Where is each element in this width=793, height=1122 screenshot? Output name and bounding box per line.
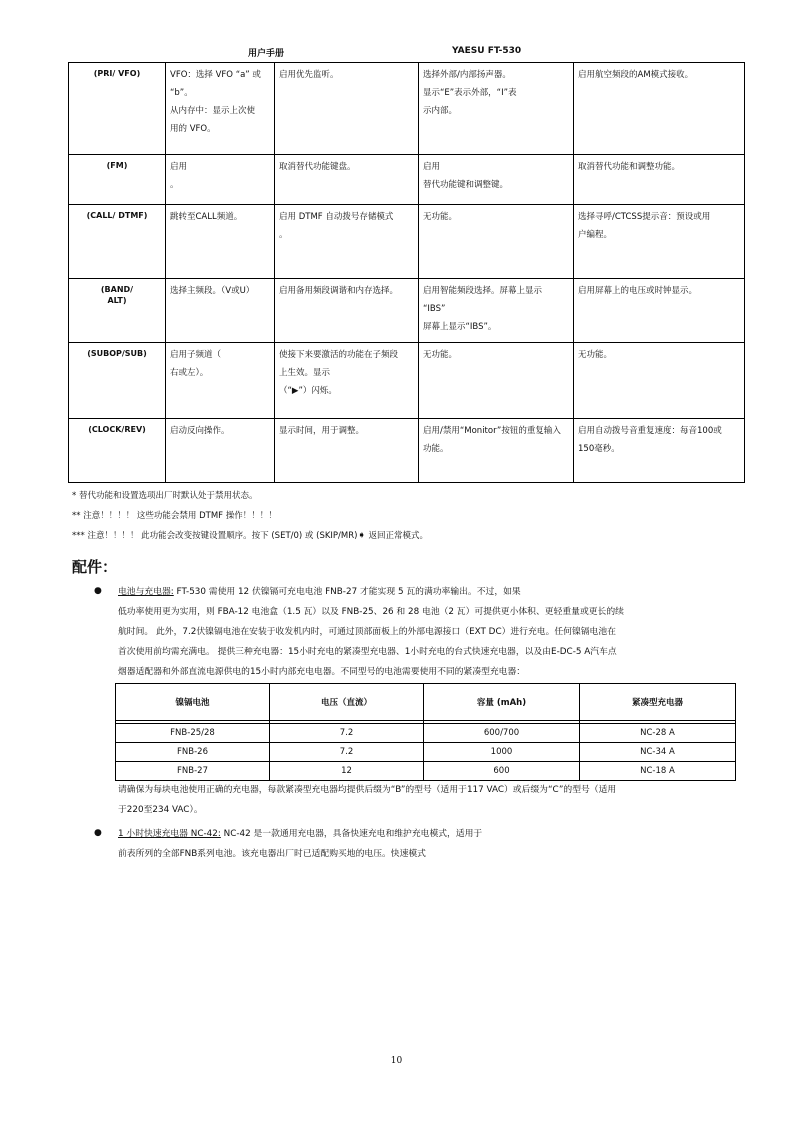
- function-cell: 选择主频段。（V或U）: [166, 279, 275, 343]
- function-cell: 启动反向操作。: [166, 419, 275, 483]
- battery-cell: 600/700: [424, 724, 580, 743]
- paragraph-charger-suffix: 请确保为每块电池使用正确的充电器，每款紧凑型充电器均提供后缀为“B”的型号（适用于117 VAC）或后缀为“C”的型号（适用 于220至234 VAC）。: [118, 785, 617, 815]
- function-cell: 无功能。: [419, 343, 574, 419]
- function-cell: 启用 。: [166, 155, 275, 205]
- nc42-lead: 1 小时快速充电器 NC-42:: [118, 829, 221, 839]
- function-cell: 启用/禁用“Monitor”按钮的重复输入 功能。: [419, 419, 574, 483]
- key-name-cell: (FM): [69, 155, 166, 205]
- function-cell: 启用优先监听。: [275, 63, 419, 155]
- key-row: [69, 63, 745, 155]
- function-cell: 无功能。: [419, 205, 574, 279]
- header-model: YAESU FT-530: [452, 46, 522, 56]
- key-row: [69, 205, 745, 279]
- function-cell: 显示时间，用于调整。: [275, 419, 419, 483]
- key-name-cell: (CLOCK/REV): [69, 419, 166, 483]
- function-cell: 启用子频道（ 右或左）。: [166, 343, 275, 419]
- battery-row: [116, 762, 736, 781]
- key-row: [69, 279, 745, 343]
- battery-cell: NC-18 A: [580, 762, 736, 781]
- note-key-order-warning: *** 注意！！！！ 此功能会改变按键设置顺序。按下 (SET/0) 或 (SKIP/MR)➧ 返回正常模式。: [72, 530, 429, 541]
- function-cell: 取消替代功能和调整功能。: [574, 155, 745, 205]
- function-cell: 使接下来要激活的功能在子频段 上生效。显示 （“▶”）闪烁。: [275, 343, 419, 419]
- key-name-cell: (BAND/ ALT): [69, 279, 166, 343]
- header-manual-title: 用户手册: [248, 49, 285, 59]
- key-row: [69, 419, 745, 483]
- bullet-icon: ●: [94, 828, 102, 838]
- notes: [72, 486, 428, 546]
- function-cell: 无功能。: [574, 343, 745, 419]
- battery-table-header: 容量 (mAh): [424, 684, 580, 721]
- arrow-right-icon: ➧: [357, 530, 366, 541]
- paragraph-nc42: 1 小时快速充电器 NC-42: NC-42 是一款通用充电器，具备快速充电和维护充电模式，适用于 前表所列的全部FNB系列电池。该充电器出厂时已适配购买地的电压。快速模式: [118, 829, 483, 859]
- key-row: [69, 155, 745, 205]
- battery-table-header: 紧凑型充电器: [580, 684, 736, 721]
- battery-charger-lead: 电池与充电器:: [118, 587, 174, 597]
- page-number: 10: [390, 1056, 403, 1066]
- battery-cell: 7.2: [270, 724, 424, 743]
- battery-row: [116, 743, 736, 762]
- function-cell: 启用 DTMF 自动拨号存储模式 。: [275, 205, 419, 279]
- battery-cell: NC-34 A: [580, 743, 736, 762]
- battery-charger-table: [115, 683, 736, 781]
- paragraph-batteries-chargers: 电池与充电器: FT-530 需使用 12 伏镍镉可充电电池 FNB-27 才能实现 5 瓦的满功率输出。不过，如果 低功率使用更为实用，则 FBA-12 电池盒（1.5 瓦）以及 FNB-25、26 和 28 电池（2 瓦）可提供更小体积、更轻重量或更长的续 航时间。 此外，7.2伏镍镉电池在安装于收发机内时，可通过顶部面板上的外部电源接口（EXT DC）进行充电。任何镍镉电池在 首次使用前均需充满电。 提供三种充电器：15小时充电的紧凑型充电器、1小时充电的台式快速充电器，以及由E-DC-5 A汽车点 烟器适配器和外部直流电源供电的15小时内部充电电器。不同型号的电池需要使用不同的紧凑型充电器：: [118, 587, 624, 677]
- battery-cell: FNB-26: [116, 743, 270, 762]
- battery-cell: 7.2: [270, 743, 424, 762]
- function-cell: 启用自动拨号音重复速度：每音100或 150毫秒。: [574, 419, 745, 483]
- function-cell: 取消替代功能键盘。: [275, 155, 419, 205]
- note-dtmf-warning: ** 注意！！！！ 这些功能会禁用 DTMF 操作！！！！: [72, 511, 277, 521]
- battery-table-header: 电压（直流）: [270, 684, 424, 721]
- battery-cell: 12: [270, 762, 424, 781]
- battery-cell: NC-28 A: [580, 724, 736, 743]
- battery-cell: 1000: [424, 743, 580, 762]
- battery-row: [116, 724, 736, 743]
- battery-cell: FNB-27: [116, 762, 270, 781]
- key-name-cell: (PRI/ VFO): [69, 63, 166, 155]
- section-title-accessories: 配件：: [72, 558, 118, 576]
- function-cell: 选择外部/内部扬声器。 显示“E”表示外部，“I”表 示内部。: [419, 63, 574, 155]
- battery-table-header: 镍镉电池: [116, 684, 270, 721]
- key-name-cell: (CALL/ DTMF): [69, 205, 166, 279]
- function-cell: 选择寻呼/CTCSS提示音：预设或用 户编程。: [574, 205, 745, 279]
- function-cell: 启用航空频段的AM模式接收。: [574, 63, 745, 155]
- key-function-table: [68, 62, 745, 483]
- key-name-cell: (SUBOP/SUB): [69, 343, 166, 419]
- function-cell: 启用备用频段调谐和内存选择。: [275, 279, 419, 343]
- function-cell: 跳转至CALL频道。: [166, 205, 275, 279]
- battery-cell: FNB-25/28: [116, 724, 270, 743]
- bullet-icon: ●: [94, 586, 102, 596]
- function-cell: 启用智能频段选择。屏幕上显示 “IBS” 屏幕上显示“IBS”。: [419, 279, 574, 343]
- function-cell: VFO：选择 VFO “a” 或 “b”。 从内存中：显示上次使 用的 VFO。: [166, 63, 275, 155]
- note-alt-default: * 替代功能和设置选项出厂时默认处于禁用状态。: [72, 491, 258, 501]
- battery-cell: 600: [424, 762, 580, 781]
- function-cell: 启用屏幕上的电压或时钟显示。: [574, 279, 745, 343]
- key-row: [69, 343, 745, 419]
- function-cell: 启用 替代功能键和调整键。: [419, 155, 574, 205]
